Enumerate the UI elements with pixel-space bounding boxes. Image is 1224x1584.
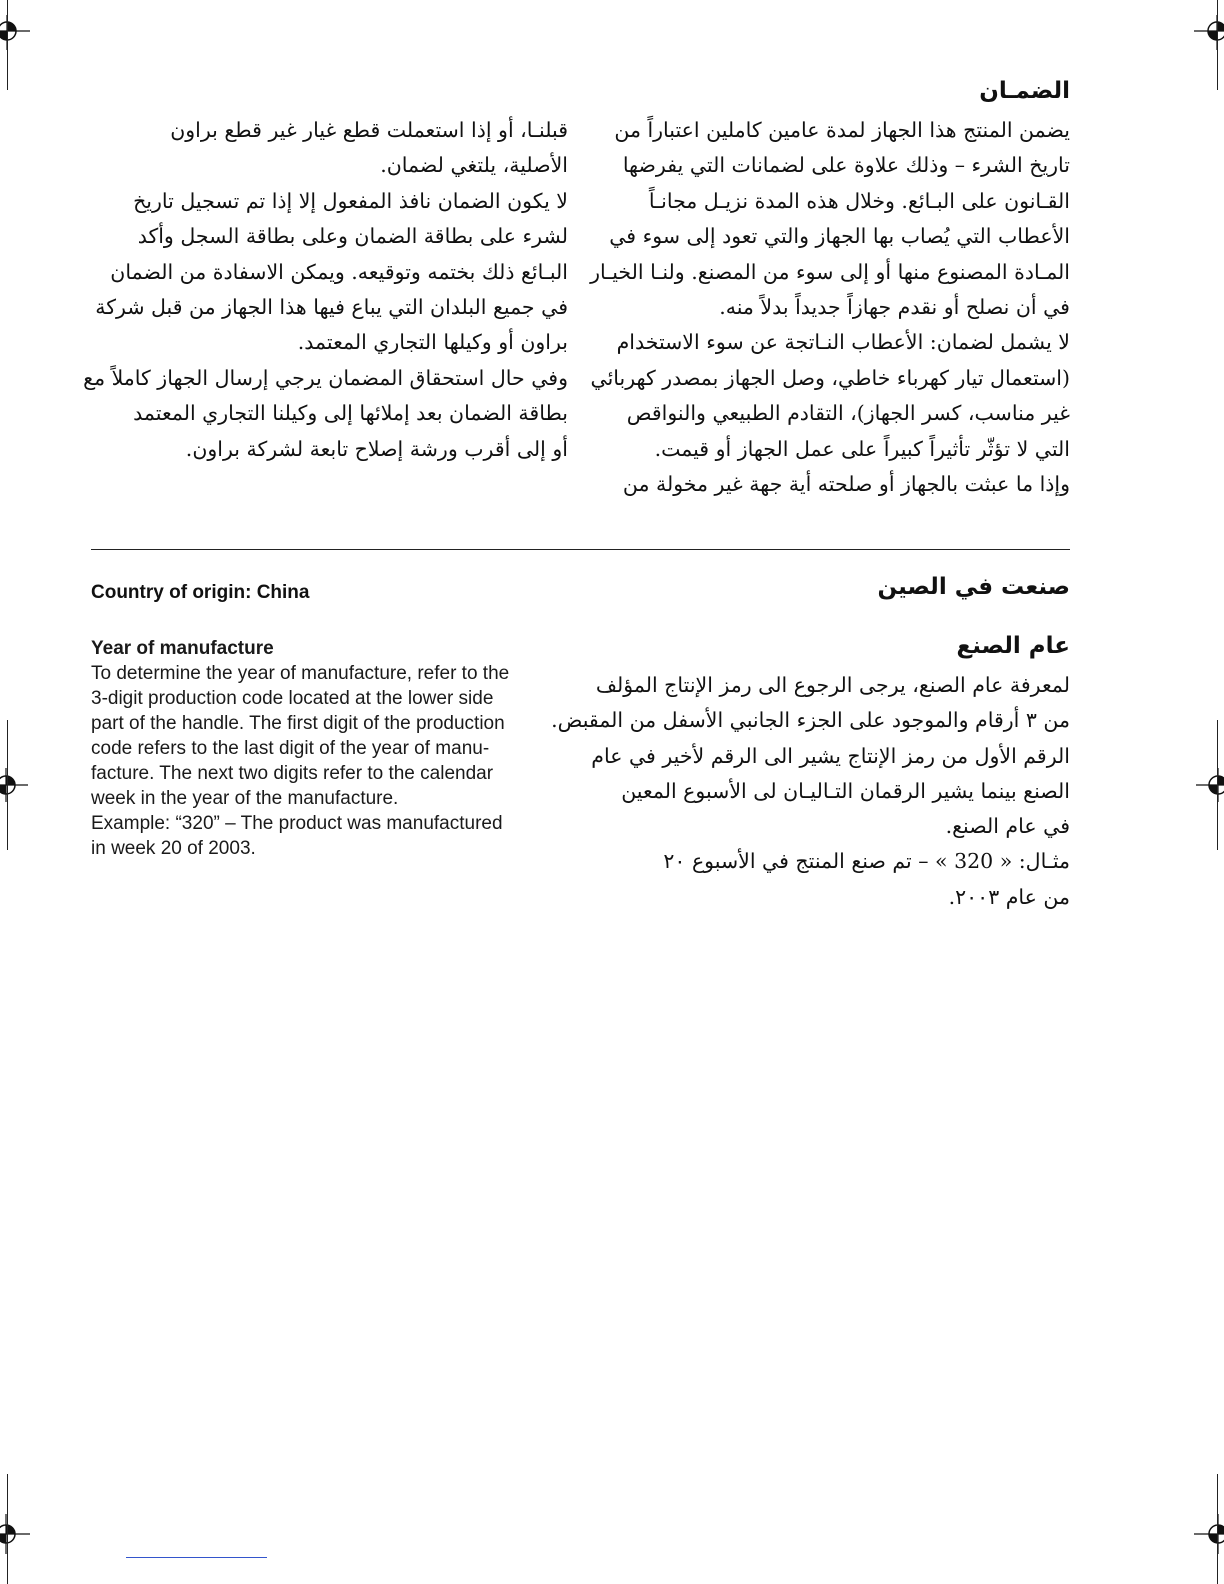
yom-ar-line: من عام ٢٠٠٣.: [948, 884, 1070, 909]
warranty-line: لا يشمل لضمان: الأعطاب النـاتجة عن سوء الاستخدام: [616, 330, 1070, 355]
trim-mark: [7, 1474, 8, 1584]
yom-ar-line: لمعرفة عام الصنع، يرجى الرجوع الى رمز الإنتاج المؤلف: [595, 673, 1070, 697]
warranty-line: الأعطاب التي يُصاب بها الجهاز والتي تعود إلى سوء في: [609, 224, 1070, 249]
warranty-line: براون أو وكيلها التجاري المعتمد.: [297, 330, 568, 355]
yom-en-line: in week 20 of 2003.: [91, 838, 256, 859]
warranty-line: وفي حال استحقاق المضمان يرجي إرسال الجهاز كاملاً مع: [83, 365, 568, 390]
warranty-line: المـادة المصنوع منها أو إلى سوء من المصنع. ولنـا الخيـار: [590, 259, 1070, 284]
year-of-manufacture-en: [91, 636, 571, 861]
warranty-line: في جميع البلدان التي يباع فيها هذا الجهاز من قبل شركة: [95, 295, 568, 320]
yom-ar-line: مثـال: « 320 » – تم صنع المنتج في الأسبوع ٢٠: [663, 849, 1070, 874]
warranty-title: الضمـان: [979, 78, 1070, 104]
warranty-column-left: [83, 113, 568, 467]
warranty-column-right: [592, 113, 1070, 502]
warranty-line: غير مناسب، كسر الجهاز)، التقادم الطبيعي والنواقص: [626, 401, 1070, 426]
yom-ar-line: في عام الصنع.: [945, 814, 1070, 839]
yom-ar-line: الرقم الأول من رمز الإنتاج يشير الى الرقم لأخير في عام: [591, 743, 1070, 768]
yom-en-line: code refers to the last digit of the year of manu-: [91, 738, 490, 759]
yom-en-line: 3-digit production code located at the lower side: [91, 688, 494, 709]
trim-mark: [1217, 1474, 1218, 1584]
warranty-line: لا يكون الضمان نافذ المفعول إلا إذا تم تسجيل تاريخ: [133, 188, 568, 213]
year-of-manufacture-ar: [551, 668, 1070, 915]
yom-en-line: part of the handle. The first digit of the production: [91, 713, 505, 734]
warranty-line: (استعمال تيار كهرباء خاطي، وصل الجهاز بمصدر كهربائي: [590, 365, 1070, 390]
yom-en-line: Example: “320” – The product was manufactured: [91, 813, 503, 834]
warranty-line: البـائع ذلك بختمه وتوقيعه. ويمكن الاسفادة من الضمان: [110, 259, 568, 284]
bottom-rule: [126, 1557, 267, 1558]
warranty-line: التي لا تؤثّر تأثيراً كبيراً على عمل الجهاز أو قيمت.: [654, 436, 1070, 461]
warranty-line: لشرء على بطاقة الضمان وعلى بطاقة السجل وأكد: [137, 224, 568, 249]
registration-mark-icon: [1184, 1514, 1224, 1584]
warranty-line: بطاقة الضمان بعد إملائها إلى وكيلنا التجاري المعتمد: [133, 401, 568, 426]
year-of-manufacture-title-en: Year of manufacture: [91, 638, 274, 659]
warranty-line: يضمن المنتج هذا الجهاز لمدة عامين كاملين اعتباراً من: [614, 118, 1070, 142]
registration-mark-icon: [0, 0, 40, 60]
warranty-line: القـانون على البـائع. وخلال هذه المدة نزيـل مجانـاً: [648, 188, 1070, 213]
trim-mark: [7, 720, 8, 850]
yom-en-line: To determine the year of manufacture, refer to the: [91, 663, 510, 684]
trim-mark: [1217, 720, 1218, 850]
trim-mark: [1217, 0, 1218, 90]
warranty-line: في أن نصلح أو نقدم جهازاً جديداً بدلاً منه.: [719, 295, 1070, 320]
registration-mark-icon: [0, 760, 40, 810]
country-of-origin-en: Country of origin: China: [91, 582, 310, 603]
warranty-line: قبلنـا، أو إذا استعملت قطع غيار غير قطع براون: [170, 118, 568, 142]
year-of-manufacture-title-ar: عام الصنع: [956, 633, 1070, 659]
registration-mark-icon: [1184, 0, 1224, 60]
yom-en-line: week in the year of the manufacture.: [91, 788, 399, 809]
country-of-origin-ar: صنعت في الصين: [877, 574, 1070, 600]
registration-mark-icon: [0, 1514, 40, 1584]
section-divider: [91, 549, 1070, 550]
registration-mark-icon: [1184, 760, 1224, 810]
yom-ar-line: من ٣ أرقام والموجود على الجزء الجانبي الأسفل من المقبض.: [551, 708, 1070, 733]
yom-en-line: facture. The next two digits refer to the calendar: [91, 763, 494, 784]
warranty-line: تاريخ الشرء – وذلك علاوة على لضمانات التي يفرضها: [622, 153, 1070, 178]
yom-ar-line: الصنع بينما يشير الرقمان التـاليـان لى الأسبوع المعين: [621, 778, 1070, 803]
trim-mark: [7, 0, 8, 90]
warranty-line: وإذا ما عبثت بالجهاز أو صلحته أية جهة غير مخولة من: [622, 472, 1070, 497]
warranty-line: الأصلية، يلتغي لضمان.: [380, 153, 568, 178]
warranty-line: أو إلى أقرب ورشة إصلاح تابعة لشركة براون.: [185, 436, 568, 461]
